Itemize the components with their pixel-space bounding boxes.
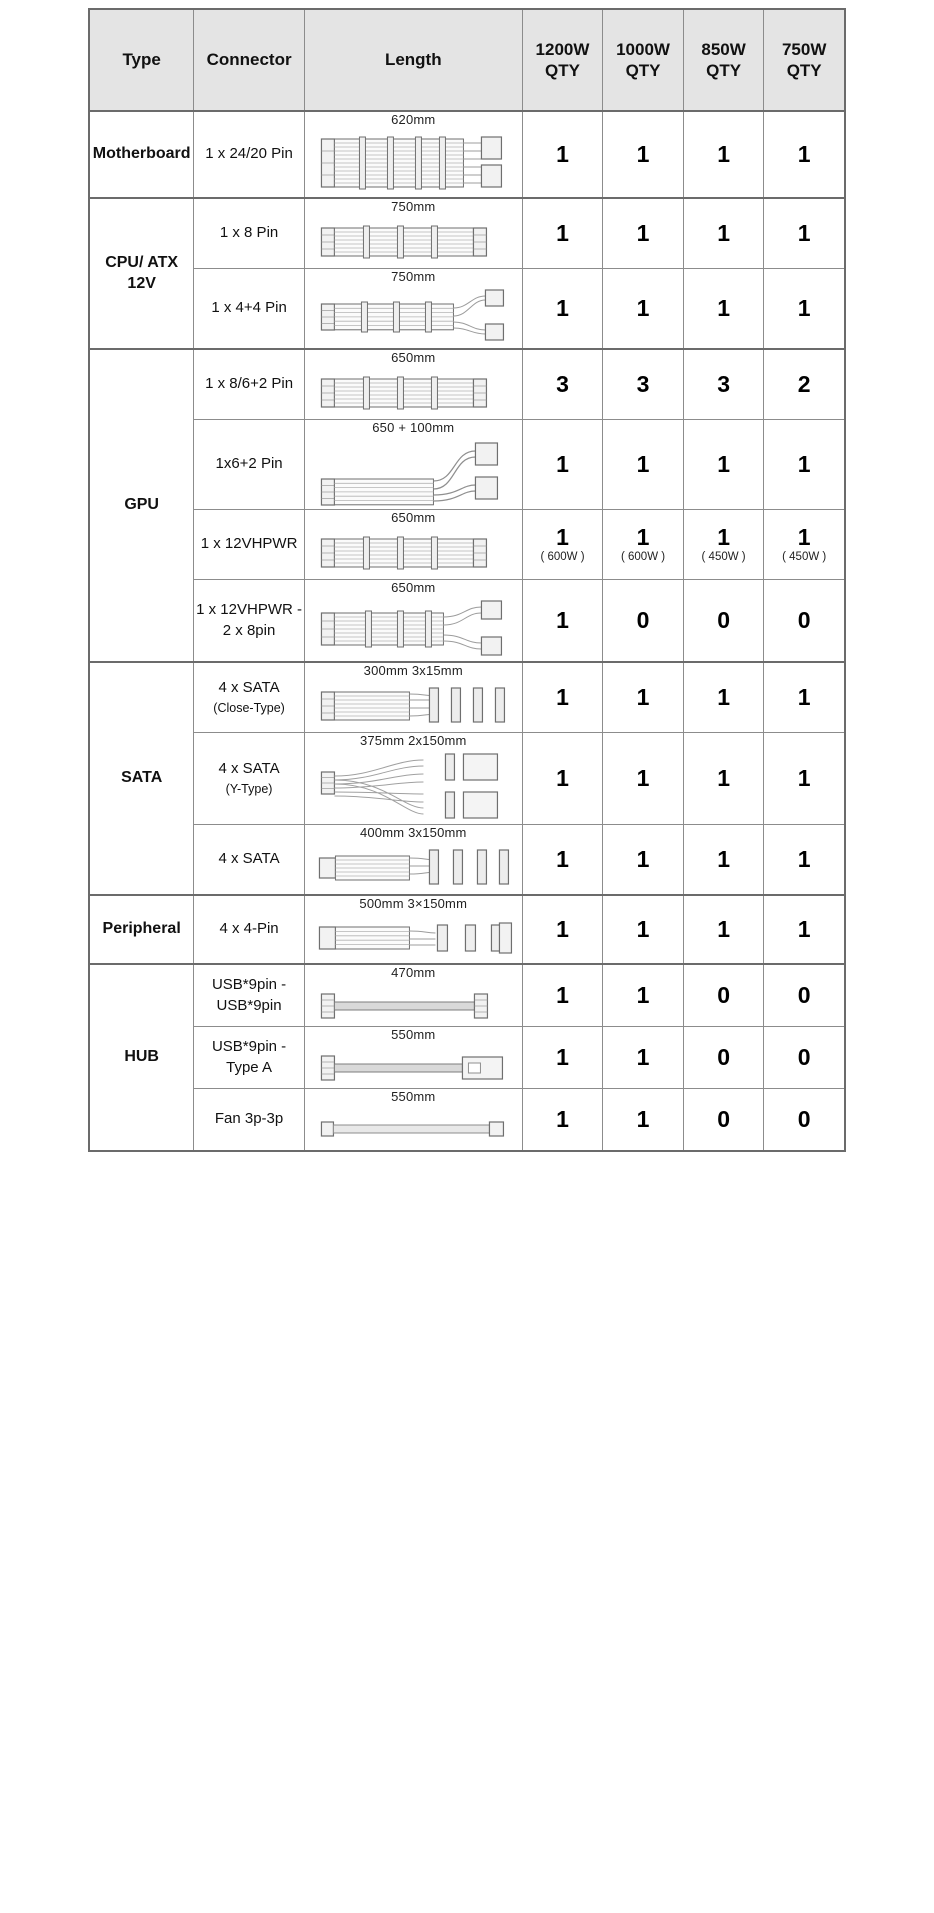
cell-qty-1200w: [522, 662, 603, 733]
cell-type: GPU: [89, 349, 194, 662]
qty-value: 1: [717, 524, 730, 551]
connector-label: 1 x 12VHPWR: [200, 535, 298, 553]
column-header-qty-1000w: 1000W QTY: [603, 9, 684, 111]
cell-type: SATA: [89, 662, 194, 895]
cell-qty-750w: [764, 964, 845, 1027]
cell-qty-750w: [764, 510, 845, 580]
connector-sublabel: (Close-Type): [213, 701, 285, 716]
cell-length: [304, 349, 522, 420]
cell-length: [304, 895, 522, 964]
cell-qty-750w: [764, 733, 845, 825]
cell-qty-1000w: [603, 1027, 684, 1089]
cell-qty-850w: [683, 111, 764, 198]
qty-value: 0: [717, 981, 730, 1008]
qty-value: 1: [797, 450, 811, 477]
cell-qty-1200w: [522, 111, 603, 198]
cell-length: [304, 269, 522, 350]
header-row: [89, 9, 845, 111]
table-row: [89, 198, 845, 269]
qty-note: ( 450W ): [782, 551, 827, 564]
connector-label: Fan 3p-3p: [214, 1110, 284, 1128]
qty-value: 1: [556, 524, 569, 551]
connector-label: 1 x 8/6+2 Pin: [205, 375, 294, 393]
column-header-connector: Connector: [194, 9, 305, 111]
cable-illustration: [305, 913, 522, 963]
cable-illustration: [305, 437, 522, 509]
column-header-qty-750w: 750W QTY: [764, 9, 845, 111]
column-header-type: Type: [89, 9, 194, 111]
qty-value: 1: [717, 915, 730, 942]
cell-qty-750w: [764, 580, 845, 663]
qty-value: 0: [636, 606, 650, 633]
cell-length: [304, 580, 522, 663]
table-row: [89, 580, 845, 663]
cell-connector: [194, 349, 305, 420]
qty-value: 0: [717, 1105, 730, 1132]
cell-qty-850w: [683, 1089, 764, 1152]
cable-illustration: [305, 129, 522, 197]
cable-illustration: [305, 680, 522, 732]
qty-value: 1: [556, 981, 569, 1008]
cable-illustration: [305, 527, 522, 579]
cell-qty-1000w: [603, 895, 684, 964]
table-row: [89, 1027, 845, 1089]
cell-type: CPU/ ATX 12V: [89, 198, 194, 349]
cell-type: Motherboard: [89, 111, 194, 198]
qty-value: 1: [717, 683, 730, 710]
qty-value: 1: [556, 294, 569, 321]
cell-qty-1200w: [522, 349, 603, 420]
qty-value: 0: [797, 606, 811, 633]
cell-qty-750w: [764, 1089, 845, 1152]
qty-value: 1: [717, 845, 730, 872]
qty-value: 1: [717, 140, 730, 167]
cell-qty-750w: [764, 198, 845, 269]
cell-qty-750w: [764, 825, 845, 896]
connector-label: 4 x SATA: [218, 850, 280, 868]
qty-value: 1: [636, 140, 650, 167]
qty-value: 1: [556, 450, 569, 477]
cell-qty-850w: [683, 895, 764, 964]
qty-value: 1: [636, 915, 650, 942]
qty-value: 1: [797, 219, 811, 246]
cell-qty-1200w: [522, 420, 603, 510]
cell-qty-1000w: [603, 198, 684, 269]
cell-qty-1000w: [603, 510, 684, 580]
cell-qty-850w: [683, 269, 764, 350]
table-row: [89, 349, 845, 420]
qty-note: ( 600W ): [620, 551, 666, 564]
length-label: 470mm: [391, 965, 436, 980]
qty-value: 1: [717, 294, 730, 321]
length-label: 375mm 2x150mm: [359, 733, 467, 748]
cell-qty-850w: [683, 420, 764, 510]
cable-illustration: [305, 842, 522, 894]
qty-value: 1: [797, 683, 811, 710]
column-header-qty-1200w: 1200W QTY: [522, 9, 603, 111]
qty-value: 1: [636, 683, 650, 710]
cable-illustration: [305, 367, 522, 419]
length-label: 650 + 100mm: [372, 420, 455, 435]
cell-qty-1200w: [522, 1027, 603, 1089]
cell-qty-750w: [764, 111, 845, 198]
cell-qty-1200w: [522, 198, 603, 269]
cable-configuration-table: [88, 8, 846, 1152]
cell-qty-1000w: [603, 662, 684, 733]
table-row: [89, 662, 845, 733]
length-label: 620mm: [391, 112, 436, 127]
table-row: [89, 1089, 845, 1152]
cable-illustration: [305, 1106, 522, 1150]
cell-qty-1000w: [603, 1089, 684, 1152]
cell-qty-1200w: [522, 964, 603, 1027]
qty-value: 1: [636, 845, 650, 872]
qty-value: 1: [797, 845, 811, 872]
cell-qty-850w: [683, 964, 764, 1027]
column-header-length: Length: [304, 9, 522, 111]
length-label: 750mm: [391, 269, 436, 284]
cell-qty-1200w: [522, 825, 603, 896]
cell-connector: [194, 269, 305, 350]
length-label: 550mm: [391, 1027, 436, 1042]
cell-length: [304, 420, 522, 510]
qty-value: 1: [797, 140, 811, 167]
cell-connector: [194, 733, 305, 825]
table-body: [89, 111, 845, 1151]
cell-qty-850w: [683, 1027, 764, 1089]
qty-value: 1: [717, 450, 730, 477]
cell-qty-1200w: [522, 1089, 603, 1152]
table-row: [89, 895, 845, 964]
qty-value: 1: [797, 294, 811, 321]
length-label: 750mm: [391, 199, 436, 214]
cell-qty-750w: [764, 420, 845, 510]
qty-value: 1: [556, 140, 569, 167]
cell-length: [304, 1027, 522, 1089]
qty-value: 1: [636, 1105, 650, 1132]
length-label: 650mm: [391, 510, 436, 525]
length-label: 300mm 3x15mm: [363, 663, 463, 678]
qty-value: 0: [797, 981, 811, 1008]
qty-value: 1: [556, 683, 569, 710]
cell-connector: [194, 1089, 305, 1152]
cell-connector: [194, 111, 305, 198]
qty-value: 1: [556, 606, 569, 633]
cell-qty-850w: [683, 733, 764, 825]
cell-type: HUB: [89, 964, 194, 1151]
table-row: [89, 964, 845, 1027]
table-row: [89, 111, 845, 198]
cell-type: Peripheral: [89, 895, 194, 964]
cell-connector: [194, 510, 305, 580]
cell-qty-850w: [683, 349, 764, 420]
qty-value: 1: [797, 915, 811, 942]
connector-label: 1 x 24/20 Pin: [205, 145, 293, 163]
qty-value: 1: [636, 219, 650, 246]
qty-value: 0: [797, 1105, 811, 1132]
qty-value: 1: [797, 524, 811, 551]
cell-qty-750w: [764, 662, 845, 733]
connector-label: USB*9pin - USB*9pin: [211, 976, 287, 1014]
cell-qty-1200w: [522, 269, 603, 350]
qty-value: 1: [636, 450, 650, 477]
qty-value: 3: [556, 370, 569, 397]
cell-connector: [194, 580, 305, 663]
length-label: 650mm: [391, 580, 436, 595]
cell-length: [304, 662, 522, 733]
qty-value: 1: [797, 764, 811, 791]
cell-qty-750w: [764, 269, 845, 350]
cell-connector: [194, 420, 305, 510]
cell-connector: [194, 662, 305, 733]
cell-qty-1000w: [603, 349, 684, 420]
connector-label: USB*9pin - Type A: [211, 1038, 287, 1076]
cell-qty-1000w: [603, 111, 684, 198]
qty-value: 2: [797, 370, 811, 397]
cable-illustration: [305, 1044, 522, 1088]
qty-value: 3: [636, 370, 650, 397]
cell-qty-1200w: [522, 580, 603, 663]
cell-qty-850w: [683, 580, 764, 663]
connector-label: 4 x 4-Pin: [219, 920, 279, 938]
qty-value: 1: [636, 1043, 650, 1070]
cell-length: [304, 198, 522, 269]
cell-qty-1000w: [603, 269, 684, 350]
connector-sublabel: (Y-Type): [225, 782, 273, 797]
table-row: [89, 510, 845, 580]
qty-value: 1: [636, 524, 650, 551]
cell-qty-750w: [764, 1027, 845, 1089]
qty-value: 1: [556, 1105, 569, 1132]
connector-label: 1 x 4+4 Pin: [211, 299, 287, 317]
cable-illustration: [305, 286, 522, 348]
qty-value: 1: [556, 845, 569, 872]
connector-label: 1x6+2 Pin: [215, 455, 283, 473]
cell-length: [304, 111, 522, 198]
cell-qty-1200w: [522, 510, 603, 580]
cell-connector: [194, 1027, 305, 1089]
qty-value: 3: [717, 370, 730, 397]
qty-value: 1: [636, 294, 650, 321]
connector-label: 1 x 12VHPWR - 2 x 8pin: [196, 601, 302, 639]
table-row: [89, 733, 845, 825]
cell-qty-1200w: [522, 733, 603, 825]
cell-qty-850w: [683, 198, 764, 269]
cell-qty-850w: [683, 825, 764, 896]
qty-value: 0: [717, 1043, 730, 1070]
length-label: 400mm 3x150mm: [359, 825, 467, 840]
cell-qty-1000w: [603, 580, 684, 663]
cell-length: [304, 964, 522, 1027]
table-row: [89, 825, 845, 896]
qty-value: 1: [556, 764, 569, 791]
cell-length: [304, 510, 522, 580]
qty-value: 0: [717, 606, 730, 633]
qty-value: 1: [556, 915, 569, 942]
column-header-qty-850w: 850W QTY: [683, 9, 764, 111]
connector-label: 4 x SATA: [218, 759, 280, 777]
cable-illustration: [305, 216, 522, 268]
length-label: 550mm: [391, 1089, 436, 1104]
connector-label: 1 x 8 Pin: [219, 224, 279, 242]
qty-value: 0: [797, 1043, 811, 1070]
cell-qty-750w: [764, 895, 845, 964]
table-row: [89, 269, 845, 350]
qty-value: 1: [717, 219, 730, 246]
length-label: 500mm 3×150mm: [359, 896, 468, 911]
cell-length: [304, 1089, 522, 1152]
cell-connector: [194, 198, 305, 269]
qty-value: 1: [636, 981, 650, 1008]
connector-label: 4 x SATA: [218, 678, 280, 696]
cell-qty-850w: [683, 662, 764, 733]
cable-illustration: [305, 750, 522, 824]
cell-qty-750w: [764, 349, 845, 420]
cell-connector: [194, 825, 305, 896]
cell-qty-850w: [683, 510, 764, 580]
cell-qty-1000w: [603, 733, 684, 825]
qty-note: ( 600W ): [540, 551, 585, 564]
cell-connector: [194, 895, 305, 964]
cell-qty-1000w: [603, 825, 684, 896]
table-row: [89, 420, 845, 510]
qty-value: 1: [556, 1043, 569, 1070]
cable-illustration: [305, 982, 522, 1026]
qty-note: ( 450W ): [701, 551, 746, 564]
qty-value: 1: [636, 764, 650, 791]
table-header: [89, 9, 845, 111]
cell-qty-1200w: [522, 895, 603, 964]
cell-qty-1000w: [603, 964, 684, 1027]
cell-length: [304, 733, 522, 825]
cell-qty-1000w: [603, 420, 684, 510]
cell-connector: [194, 964, 305, 1027]
qty-value: 1: [717, 764, 730, 791]
cable-illustration: [305, 597, 522, 661]
cell-length: [304, 825, 522, 896]
length-label: 650mm: [391, 350, 436, 365]
qty-value: 1: [556, 219, 569, 246]
